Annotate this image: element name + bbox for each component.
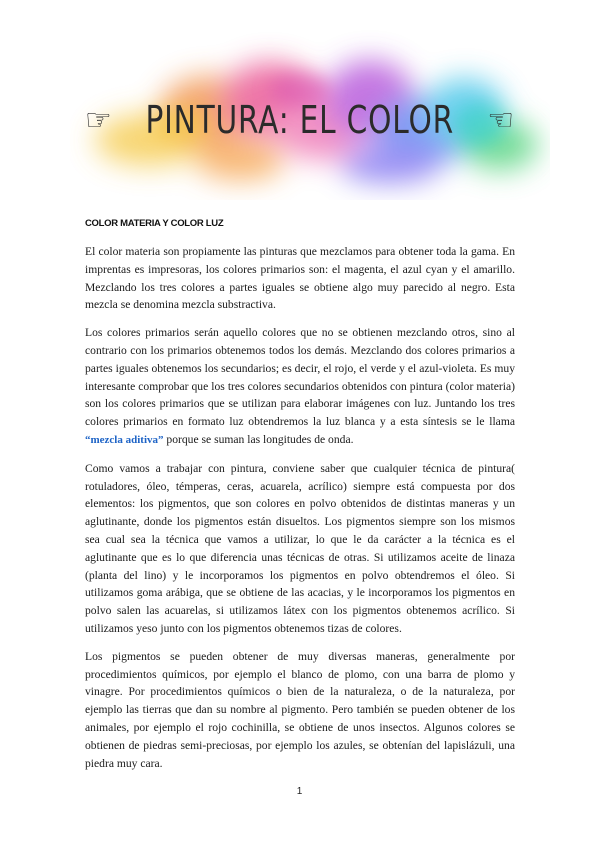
title-row [0,98,599,154]
page-number: 1 [296,786,303,797]
paragraph-color-materia: El color materia son propiamente las pinturas que mezclamos para obtener toda la gama. En imprentas es impresoras, los colores primarios son: el magenta, el azul cyan y el amarillo. Mezclando los tres colores a partes iguales se obtiene algo muy parecido al negro. Esta mezcla se denomina mezcla substractiva. [85,245,515,312]
highlight-mezcla-aditiva: “mezcla aditiva” [85,433,164,446]
hand-pointing-left-icon: ☜ [487,102,515,138]
hand-pointing-right-icon: ☞ [84,102,112,138]
paragraph-pigmentos: Los pigmentos se pueden obtener de muy diversas maneras, generalmente por procedimientos químicos, por ejemplo el blanco de plomo, con una barra de plomo y vinagre. Por procedimientos químicos o bien de la naturaleza, o de la naturaleza, por ejemplo las tierras que dan su nombre al pigmento. Pero también se pueden obtener de los animales, por ejemplo el rojo cochinilla, se obtiene de unos insectos. Algunos colores se obtienen de piedras semi-preciosas, por ejemplo los azules, se obtenían del lapislázuli, una piedra muy cara. [85,649,515,770]
document-body [85,243,515,782]
paragraph-colores-primarios [85,324,515,450]
paragraph-tecnicas-pintura: Como vamos a trabajar con pintura, conviene saber que cualquier técnica de pintura( rotuladores, óleo, témperas, ceras, acuarela, acrílico) siempre está compuesta por dos elementos: los pigmentos, que son colores en polvo obtenidos de distintas maneras y un aglutinante, donde los pigmentos están disueltos. Los pigmentos siempre son los mismos sea cual sea la técnica que vamos a utilizar, lo que le da carácter a la técnica es el aglutinante que es lo que diferencia unas técnicas de otras. Si utilizamos aceite de linaza (planta del lino) y le incorporamos los pigmentos en polvo obtendremos el óleo. Si utilizamos goma arábiga, que se obtiene de las acacias, y le incorporamos los pigmentos en polvo salen las acuarelas, si utilizamos látex con los pigmentos obtenemos acrílico. Si utilizamos yeso junto con los pigmentos obtenemos tizas de colores. [85,461,515,635]
paragraph-text: porque se suman las longitudes de onda. [163,432,354,446]
page-title: PINTURA: EL COLOR [145,98,454,142]
section-heading: COLOR MATERIA Y COLOR LUZ [85,218,224,229]
paragraph-text: Los colores primarios serán aquello colores que no se obtienen mezclando otros, sino al contrario con los primarios obtenemos todos los demás. Mezclando dos colores primarios a partes iguales obtenemos los secundarios; es decir, el rojo, el verde y el azul-violeta. Es muy interesante comprobar que los tres colores secundarios obtenidos con pintura (color materia) son los colores primarios que se utilizan para elaborar imágenes con luz. Juntando los tres colores primarios en formato luz obtendremos la luz blanca y a esta síntesis se le llama [85,326,515,429]
